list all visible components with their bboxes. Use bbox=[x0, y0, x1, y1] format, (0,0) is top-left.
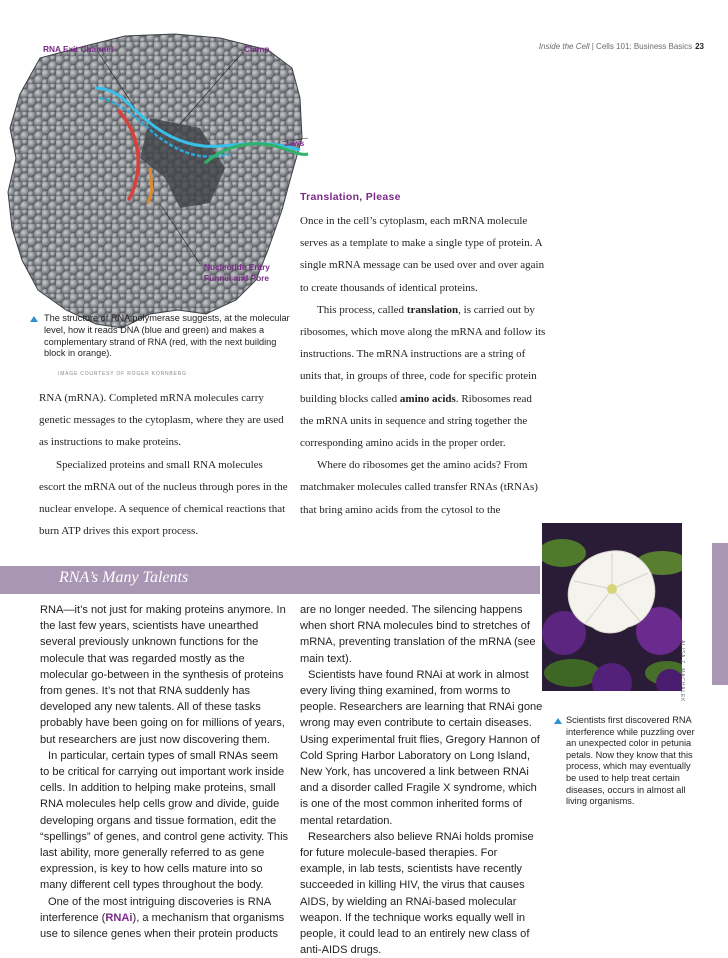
left-paragraph-2: Specialized proteins and small RNA molecules escort the mRNA out of the nucleus through pores in the nuclear envelope. A sequence of chemical reactions that burn ATP drives this export process. bbox=[39, 458, 288, 538]
left-body-column bbox=[39, 387, 289, 542]
photo-credit: ALISA Z. MACHALEK bbox=[679, 640, 685, 703]
caption-triangle-icon bbox=[30, 316, 38, 322]
label-jaws: Jaws bbox=[284, 138, 305, 148]
figure-caption bbox=[44, 313, 290, 360]
sidebar-right-p3: Researchers also believe RNAi holds promise for future molecule-based therapies. For example, in lab tests, scientists have recently succeeded in killing HIV, the virus that causes AIDS, by wielding an RNAi-based molecular weapon. If the technique works equally well in people, it could lead to an entirely new class of anti-AIDS drugs. bbox=[300, 830, 534, 957]
label-clamp: Clamp bbox=[244, 44, 270, 54]
sidebar-left-p3 bbox=[40, 894, 290, 943]
right-p2-post: . Ribosomes read the mRNA units in sequence and string together the corresponding amino acids in the proper order. bbox=[300, 392, 532, 450]
right-paragraph-3: Where do ribosomes get the amino acids? From matchmaker molecules called transfer RNAs (tRNAs) that bring amino acids from the cytosol to the bbox=[300, 459, 538, 516]
sidebar-left-column bbox=[40, 602, 290, 942]
side-accent-band bbox=[712, 543, 728, 685]
photo-caption-text: Scientists first discovered RNA interference while puzzling over an unexpected color in petunia petals. Now they know that this process, which may eventually be used to help treat certain diseases, occurs in almost all living organisms. bbox=[566, 715, 695, 807]
sidebar-right-column bbox=[300, 602, 545, 958]
sidebar-right-p2: Scientists have found RNAi at work in almost every living thing examined, from worms to people. Researchers are learning that RNAi gone wrong may even contribute to certain diseases. Using experimental fruit flies, Gregory Hannon of Cold Spring Harbor Laboratory on Long Island, New York, has uncovered a link between RNAi and a disorder called Fragile X syndrome, which is one of the most common inherited forms of mental retardation. bbox=[300, 668, 543, 827]
sidebar-left-p1: RNA—it’s not just for making proteins anymore. In the last few years, scientists have unearthed several previously unknown functions for the molecule that was regarded mostly as the molecular go-between in the synthesis of proteins from genes. It’s not that RNA suddenly has developed any new talents. All of these tasks probably have been going on for millions of years, but researchers are just now discovering them. bbox=[40, 604, 286, 746]
right-p2-pre: This process, called bbox=[317, 303, 407, 316]
term-translation: translation bbox=[406, 303, 459, 316]
sidebar-left-p2: In particular, certain types of small RNAs seem to be critical for carrying out important work inside cells. In addition to helping make proteins, small RNA molecules help cells grow and divide, guide developing organs and tissue formation, edit the “spellings” of genes, and control gene activity. This last ability, more generally referred to as gene expression, is key to how cells mature into so many different cell types throughout the body. bbox=[40, 749, 289, 892]
sidebar-p3-post: ), a mechanism that organisms use to silence genes when their protein products bbox=[40, 911, 285, 941]
right-paragraph-2 bbox=[300, 299, 546, 454]
term-rnai: RNAi bbox=[105, 911, 133, 924]
running-header bbox=[539, 42, 704, 51]
term-amino-acids: amino acids bbox=[399, 392, 456, 405]
label-rna-exit-channel: RNA Exit Channel bbox=[43, 44, 114, 54]
sidebar-title: RNA’s Many Talents bbox=[59, 569, 189, 586]
header-book-title: Inside the Cell bbox=[538, 42, 590, 51]
right-paragraph-1: Once in the cell’s cytoplasm, each mRNA molecule serves as a template to make a single type of protein. A single mRNA message can be used over and over again to create thousands of identical proteins. bbox=[300, 215, 545, 294]
label-funnel-line2: Funnel and Pore bbox=[204, 273, 269, 283]
right-p2-mid: , is carried out by ribosomes, which move along the mRNA and follow its instructions. The mRNA instructions are a string of units that, in groups of three, code for specific protein building blocks called bbox=[300, 303, 546, 405]
petunia-photo bbox=[542, 523, 682, 691]
label-funnel-line1: Nucleotide Entry bbox=[204, 262, 270, 272]
figure-credit: IMAGE COURTESY OF ROGER KORNBERG bbox=[58, 371, 187, 377]
right-body-column bbox=[300, 210, 546, 521]
section-heading: Translation, Please bbox=[300, 191, 401, 203]
left-paragraph-1: RNA (mRNA). Completed mRNA molecules carry genetic messages to the cytoplasm, where they are used as instructions to make proteins. bbox=[39, 392, 284, 449]
sidebar-p3-pre: One of the most intriguing discoveries is RNA interference ( bbox=[40, 895, 271, 924]
header-section: | Cells 101: Business Basics bbox=[589, 42, 693, 51]
petunia-illustration bbox=[542, 523, 682, 691]
photo-caption bbox=[566, 715, 696, 808]
sidebar-right-p1: are no longer needed. The silencing happens when short RNA molecules bind to stretches of mRNA, preventing translation of the mRNA (see main text). bbox=[300, 604, 536, 665]
figure-caption-text: The structure of RNA polymerase suggests, at the molecular level, how it reads DNA (blue and green) and makes a complementary strand of RNA (red, with the next building block in orange). bbox=[44, 313, 290, 359]
page-number: 23 bbox=[695, 42, 704, 51]
photo-caption-triangle-icon bbox=[554, 718, 562, 724]
